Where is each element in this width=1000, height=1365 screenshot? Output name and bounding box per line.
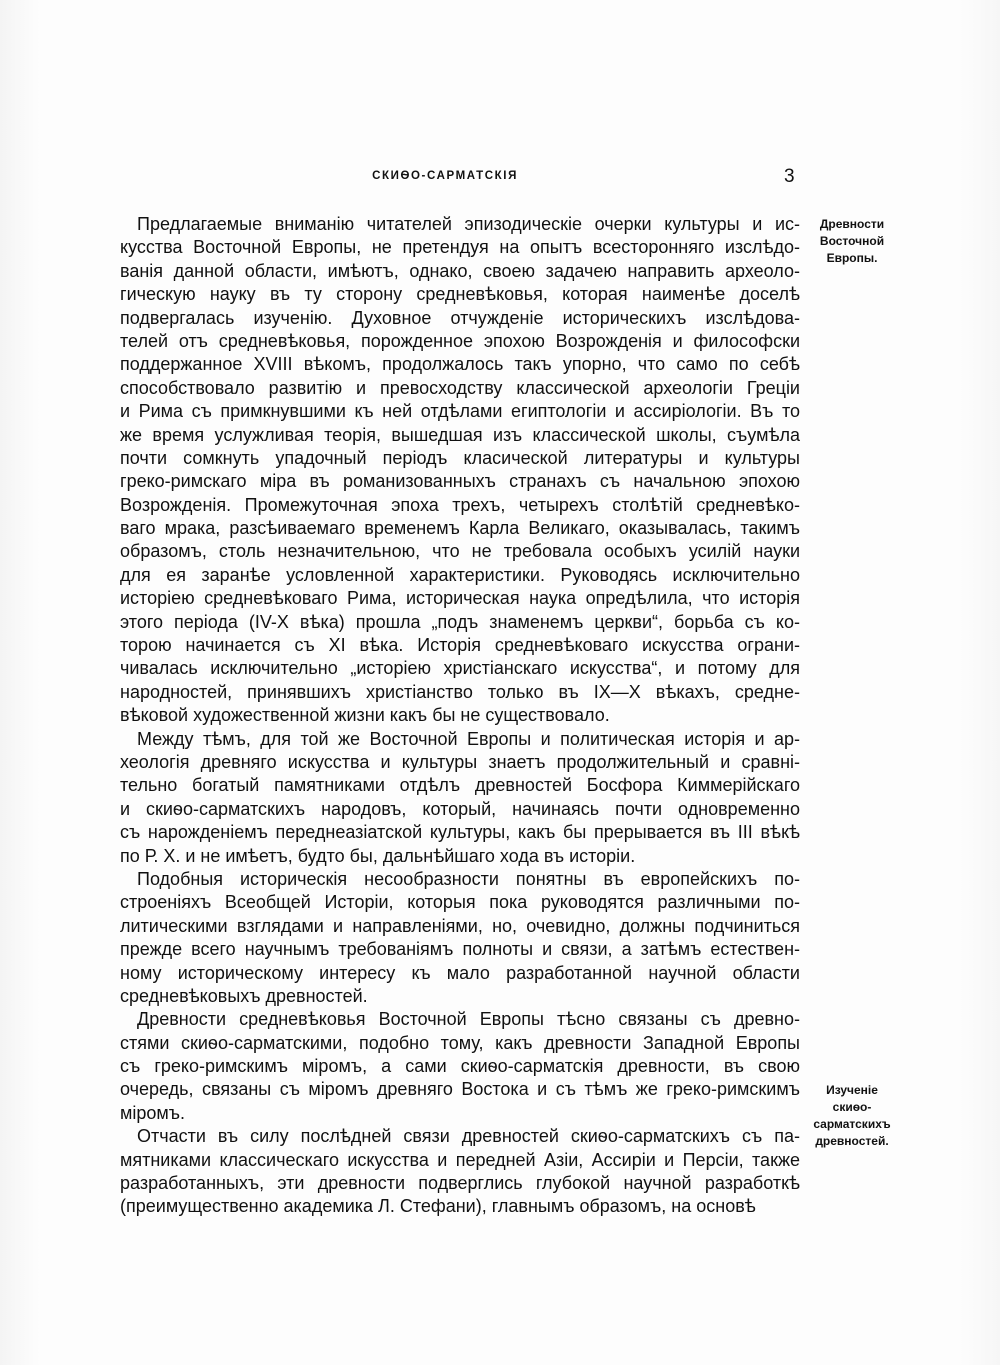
paragraph (120, 1125, 800, 1219)
text-line: средневѣковыхъ древностей. (120, 985, 368, 1006)
text-line: народностей, принявшихъ христіанство только въ IX—X вѣкахъ, средне- (120, 681, 800, 702)
margin-note-line: сарматскихъ (813, 1116, 891, 1131)
text-line: съ нарожденіемъ переднеазіатской культуры, какъ бы прерывается въ III вѣкѣ (120, 822, 800, 843)
margin-note-line: Европы. (826, 251, 878, 265)
paragraph (120, 728, 800, 868)
text-line: міромъ. (120, 1102, 186, 1123)
margin-note-line: Восточной (819, 234, 885, 248)
text-line: для ея заранѣе условленной характеристики. Руководясь исключительно (120, 564, 800, 585)
body-text (120, 213, 800, 1219)
text-line: поддержанное XVIII вѣкомъ, продолжалось такъ упорно, что само по себѣ (120, 354, 800, 375)
text-line: ванія данной области, имѣютъ, однако, своею задачею направить археоло- (120, 260, 800, 281)
text-line: и скиѳо-сарматскихъ народовъ, который, начинаясь почти одновременно (120, 798, 800, 819)
text-line: разработанныхъ, эти древности подверглись глубокой научной разработкѣ (120, 1173, 800, 1194)
text-line: же время услужливая теорія, вышедшая изъ классической школы, съумѣла (120, 424, 800, 445)
margin-note (806, 216, 898, 267)
margin-note-line: Древности (819, 217, 885, 231)
paragraph (120, 868, 800, 1008)
text-line: (преимущественно академика Л. Стефани), главнымъ образомъ, на основѣ (120, 1196, 756, 1217)
margin-note-line: древностей. (815, 1133, 889, 1148)
text-line: образомъ, столь незначительною, что не требовала особыхъ усилій науки (120, 541, 800, 562)
text-line: и Рима съ примкнувшими къ ней отдѣлами египтологіи и ассиріологіи. Въ то (120, 401, 800, 422)
text-line: Древности средневѣковья Восточной Европы тѣсно связаны съ древно- (137, 1009, 800, 1030)
running-head: СКИѲО-САРМАТСКІЯ (372, 170, 518, 182)
paragraph (120, 1008, 800, 1125)
margin-note (806, 1082, 898, 1150)
text-line: ваго мрака, разсѣиваемаго временемъ Карла Великаго, оказывалась, такимъ (120, 518, 800, 539)
text-line: телей отъ средневѣковья, порожденное эпохою Возрожденія и философски (120, 330, 800, 351)
page-number: 3 (784, 166, 795, 187)
margin-note-line: Изученіе скиѳо- (826, 1082, 878, 1114)
text-line: вѣковой художественной жизни какъ бы не существовало. (120, 705, 610, 726)
text-line: строеніяхъ Всеобщей Исторіи, которыя пока руководятся различными по- (120, 892, 800, 913)
text-line: очередь, связаны съ міромъ древняго Востока и съ тѣмъ же греко-римскимъ (120, 1079, 800, 1100)
text-line: чивалась исключительно „исторіею христіанскаго искусства“, и потому для (120, 658, 800, 679)
text-line: стями скиѳо-сарматскими, подобно тому, какъ древности Западной Европы (120, 1032, 800, 1053)
text-line: способствовало развитію и превосходству классической археологіи Греціи (120, 377, 800, 398)
text-line: почти сомкнуть упадочный періодъ класической литературы и культуры (120, 447, 800, 468)
text-line: Возрожденія. Промежуточная эпоха трехъ, четырехъ столѣтій средневѣко- (120, 494, 800, 515)
text-line: исторіею средневѣковаго Рима, историческая наука опредѣлила, что исторія (120, 588, 800, 609)
text-line: литическими взглядами и направленіями, но, очевидно, должны подчиниться (120, 915, 800, 936)
text-line: Отчасти въ силу послѣдней связи древностей скиѳо-сарматскихъ съ па- (137, 1126, 800, 1147)
text-line: по Р. Х. и не имѣетъ, будто бы, дальнѣйшаго хода въ исторіи. (120, 845, 636, 866)
text-line: греко-римскаго міра въ романизованныхъ странахъ съ начальною эпохою (120, 471, 800, 492)
text-line: мятниками классическаго искусства и передней Азіи, Ассиріи и Персіи, также (120, 1149, 800, 1170)
text-line: Предлагаемые вниманію читателей эпизодическіе очерки культуры и ис- (137, 214, 800, 234)
text-line: торою начинается съ XI вѣка. Исторія средневѣковаго искусства ограни- (120, 635, 800, 656)
text-line: Подобныя историческія несообразности понятны въ европейскихъ по- (137, 868, 800, 889)
paragraph (120, 213, 800, 728)
text-line: тельно богатый памятниками отдѣлъ древностей Босфора Киммерійскаго (120, 775, 800, 796)
text-line: хеологія древняго искусства и культуры знаетъ продолжительный и сравні- (120, 751, 800, 772)
text-line: этого періода (IV-X вѣка) прошла „подъ знаменемъ церкви“, борьба съ ко- (120, 611, 800, 632)
text-line: Между тѣмъ, для той же Восточной Европы и политическая исторія и ар- (137, 728, 800, 749)
text-line: кусства Восточной Европы, не претендуя на опытъ всесторонняго изслѣдо- (120, 237, 800, 258)
text-line: гическую науку въ ту сторону средневѣковья, которая наименѣе доселѣ (120, 284, 800, 305)
text-line: съ греко-римскимъ міромъ, а сами скиѳо-сарматскія древности, въ свою (120, 1056, 800, 1077)
text-line: ному историческому интересу къ мало разработанной научной области (120, 962, 800, 983)
text-line: подвергалась изученію. Духовное отчужденіе историческихъ изслѣдова- (120, 307, 800, 328)
text-line: прежде всего научнымъ требованіямъ полноты и связи, а затѣмъ естествен- (120, 939, 800, 960)
